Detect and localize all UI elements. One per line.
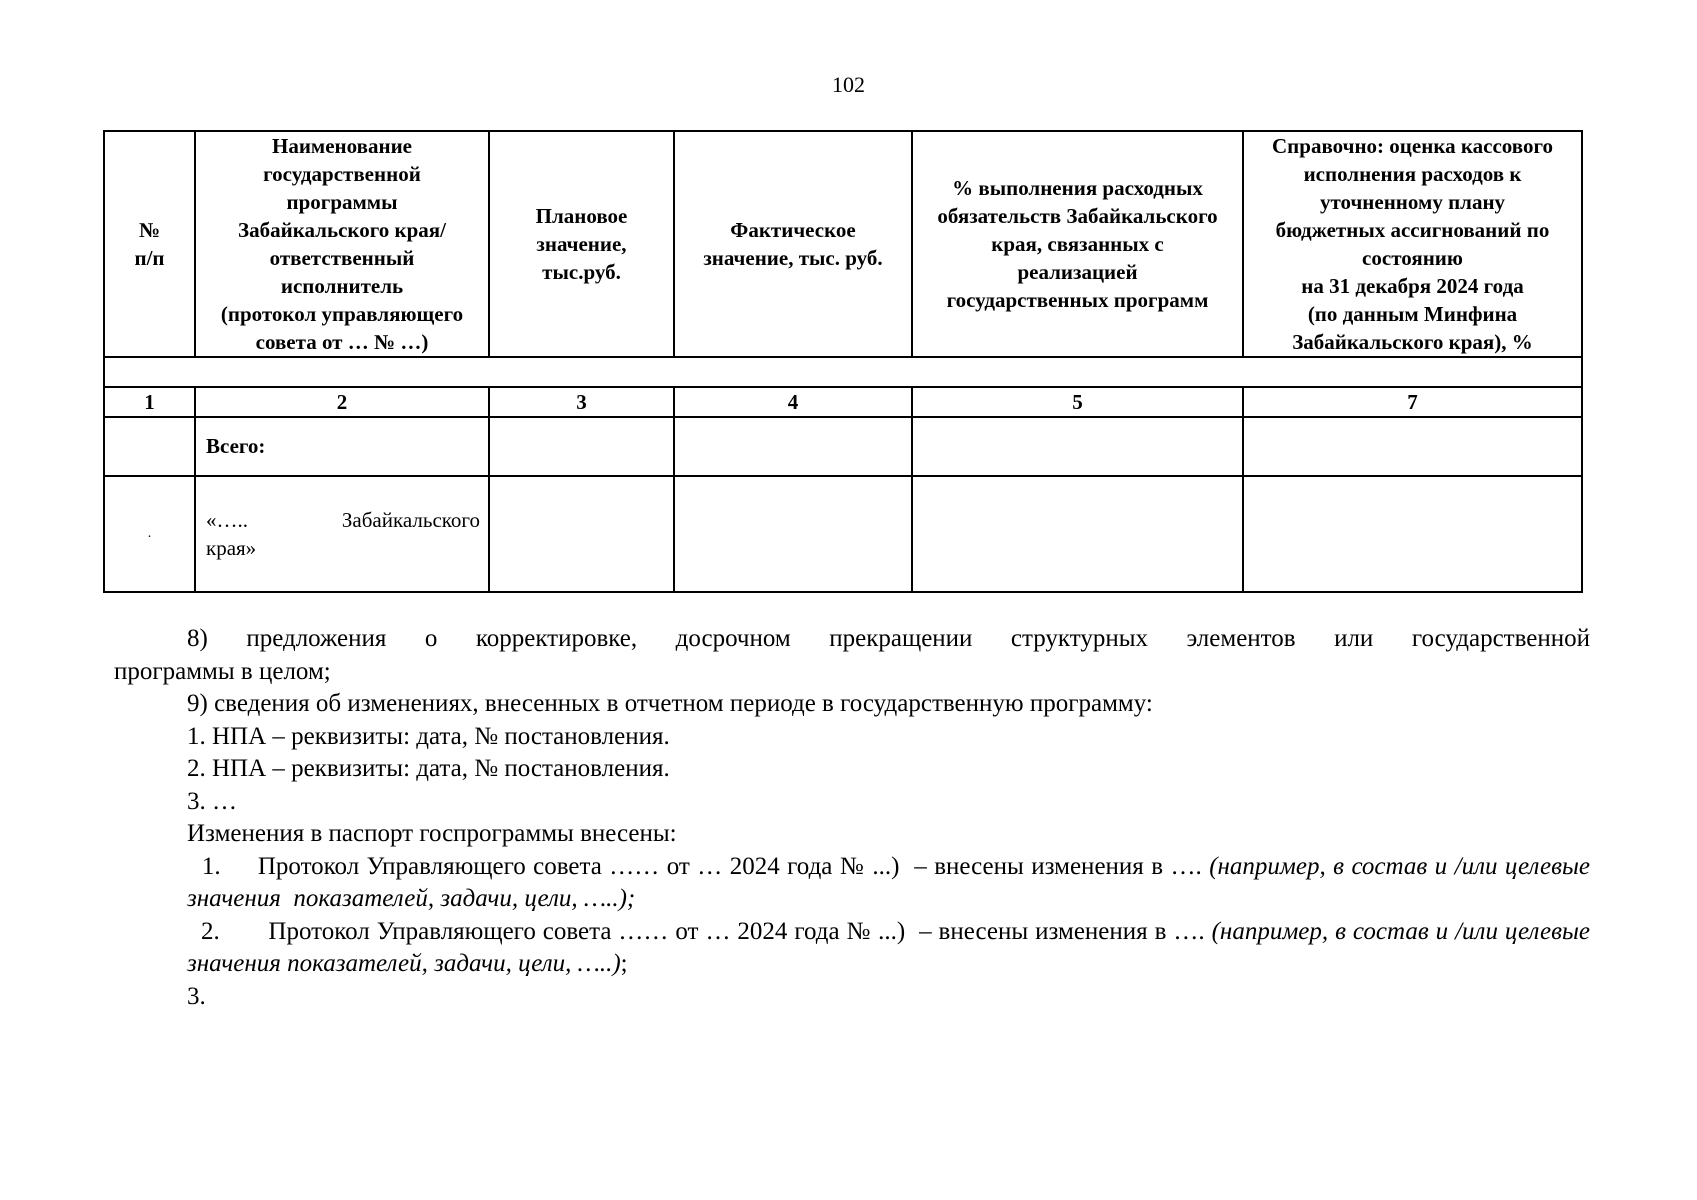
column-number: 1 — [104, 387, 195, 417]
npa-item-1: 1. НПА – реквизиты: дата, № постановления. — [187, 722, 670, 750]
change-item-3: 3. — [187, 982, 206, 1010]
program-name — [195, 476, 489, 592]
table-header-row — [104, 131, 1582, 357]
table-empty-row — [104, 357, 1582, 387]
change-item-2 — [114, 916, 1597, 981]
program-percent-cell — [912, 476, 1243, 592]
change-item-2-example: (например, в состав и /или целевые значения показателей, задачи, цели, …..) — [187, 917, 1597, 977]
paragraph-9: 9) сведения об изменениях, внесенных в отчетном периоде в государственную программу: — [187, 690, 1153, 717]
npa-item-3: 3. … — [187, 787, 237, 815]
program-actual-cell — [674, 476, 912, 592]
program-row — [104, 476, 1582, 592]
empty-cell — [104, 357, 1582, 387]
program-name-part: края» — [206, 536, 257, 560]
program-estimate-cell — [1243, 476, 1582, 592]
change-item-1 — [114, 851, 1597, 916]
total-percent-cell — [912, 417, 1243, 476]
body-text — [114, 623, 1597, 1013]
header-number: № п/п — [104, 131, 195, 357]
total-actual-cell — [674, 417, 912, 476]
paragraph-8-line1: 8) предложения о корректировке, досрочном прекращении структурных элементов или государственной — [187, 625, 1590, 652]
total-planned-cell — [489, 417, 674, 476]
changes-title: Изменения в паспорт госпрограммы внесены: — [187, 820, 677, 847]
program-name-part: Забайкальского — [341, 508, 480, 532]
header-percent-execution: % выполнения расходных обязательств Забайкальского края, связанных с реализацией государственных программ — [912, 131, 1243, 357]
header-planned-value: Плановое значение, тыс.руб. — [489, 131, 674, 357]
total-number-cell — [104, 417, 195, 476]
paragraph-8-line2: программы в целом; — [114, 657, 331, 685]
change-item-1-example: (например, в состав и /или целевые значения показателей, задачи, цели, …..); — [187, 852, 1597, 912]
npa-item-2: 2. НПА – реквизиты: дата, № постановления. — [187, 755, 670, 782]
header-program-name: Наименование государственной программы Забайкальского края/ ответственный исполнитель (протокол управляющего совета от … № …) — [195, 131, 489, 357]
change-item-2-text: 2. Протокол Управляющего совета …… от … 2024 года № ...) – внесены изменения в …. — [187, 917, 1212, 945]
page-number: 102 — [832, 72, 865, 97]
report-table — [103, 130, 1583, 593]
total-estimate-cell — [1243, 417, 1582, 476]
program-planned-cell — [489, 476, 674, 592]
header-cash-execution-estimate: Справочно: оценка кассового исполнения расходов к уточненному плану бюджетных ассигнований по состоянию на 31 декабря 2024 года (по данным Минфина Забайкальского края), % — [1243, 131, 1582, 357]
total-label: Всего: — [195, 417, 489, 476]
column-number-row — [104, 387, 1582, 417]
column-number: 5 — [912, 387, 1243, 417]
column-number: 7 — [1243, 387, 1582, 417]
change-item-1-text: 1. Протокол Управляющего совета …… от … 2024 года № ...) – внесены изменения в …. — [187, 852, 1210, 880]
header-actual-value: Фактическое значение, тыс. руб. — [674, 131, 912, 357]
column-number: 3 — [489, 387, 674, 417]
change-item-2-suffix: ; — [620, 950, 628, 977]
program-name-part: «….. — [206, 508, 248, 532]
total-row — [104, 417, 1582, 476]
program-number: . — [104, 476, 195, 592]
column-number: 2 — [195, 387, 489, 417]
column-number: 4 — [674, 387, 912, 417]
